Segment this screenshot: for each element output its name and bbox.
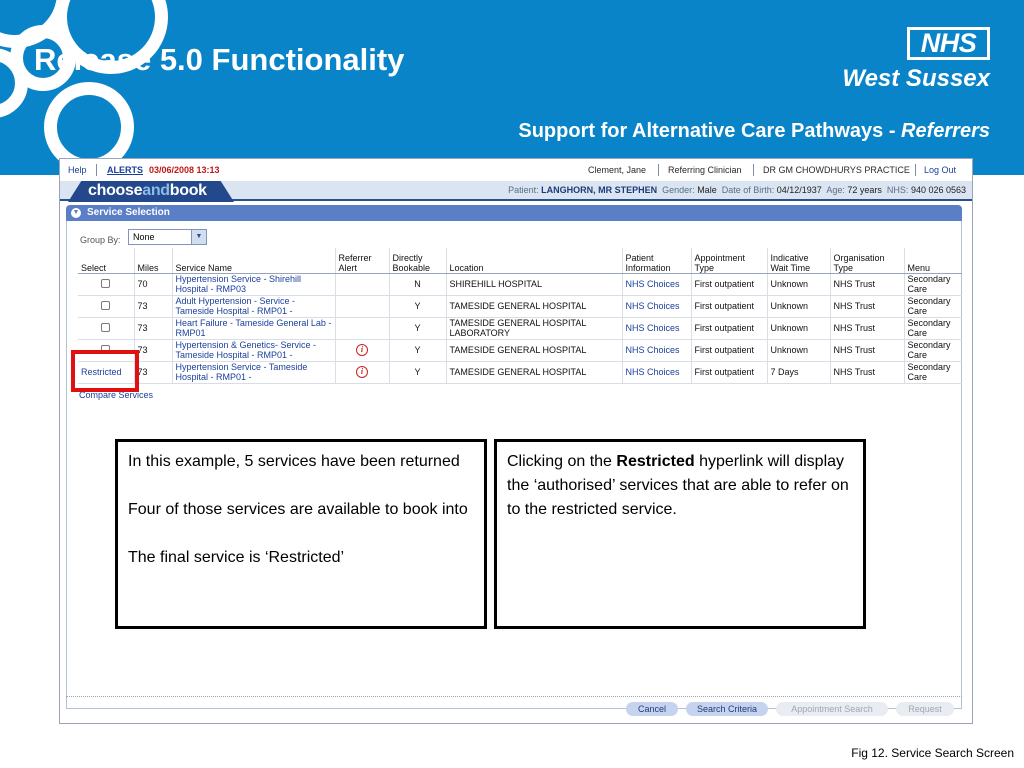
- group-by-value: None: [133, 232, 155, 242]
- patient-banner: [508, 185, 966, 195]
- col-header-directly-bookable: Directly Bookable: [389, 248, 446, 273]
- select-cell: [78, 317, 134, 339]
- restricted-link[interactable]: Restricted: [81, 367, 122, 377]
- directly-bookable-cell: Y: [389, 339, 446, 361]
- appointment-type-cell: First outpatient: [691, 273, 767, 295]
- menu-cell: Secondary Care: [904, 361, 962, 383]
- nhs-logo: NHS: [907, 27, 990, 60]
- menu-cell: Secondary Care: [904, 317, 962, 339]
- select-checkbox[interactable]: [101, 301, 110, 310]
- location-cell: TAMESIDE GENERAL HOSPITAL LABORATORY: [446, 317, 622, 339]
- organisation-type-cell: NHS Trust: [830, 361, 904, 383]
- logo-choose: choose: [88, 182, 143, 199]
- group-by-select[interactable]: [128, 229, 207, 245]
- slide-subtitle: [518, 120, 990, 143]
- col-header-appointment-type: Appointment Type: [691, 248, 767, 273]
- footer-divider: [66, 696, 962, 697]
- callout-right-after: hyperlink will display the ‘authorised’ services that are able to refer on to the restricted service.: [507, 453, 849, 518]
- wait-time-cell: 7 Days: [767, 361, 830, 383]
- table-row: [78, 317, 962, 339]
- patient-info-cell: [622, 361, 691, 383]
- appointment-type-cell: First outpatient: [691, 339, 767, 361]
- service-selection-header[interactable]: [66, 205, 962, 221]
- col-header-menu: Menu: [904, 248, 962, 273]
- practice-name: DR GM CHOWDHURYS PRACTICE: [763, 165, 910, 175]
- callout-left-para-3: The final service is ‘Restricted’: [128, 549, 345, 566]
- callout-left-para-1: In this example, 5 services have been returned: [128, 453, 460, 470]
- service-name-cell: [172, 295, 335, 317]
- patient-label: Patient:: [508, 185, 539, 195]
- referrer-alert-cell: [335, 273, 389, 295]
- divider: [915, 164, 916, 176]
- group-by-label: Group By:: [80, 235, 121, 245]
- patient-name: LANGHORN, MR STEPHEN: [541, 185, 658, 195]
- directly-bookable-cell: Y: [389, 361, 446, 383]
- directly-bookable-cell: Y: [389, 295, 446, 317]
- divider: [753, 164, 754, 176]
- patient-info-cell: [622, 273, 691, 295]
- user-role: Referring Clinician: [668, 165, 742, 175]
- user-name: Clement, Jane: [588, 165, 647, 175]
- figure-caption: Fig 12. Service Search Screen: [851, 746, 1014, 760]
- directly-bookable-cell: Y: [389, 317, 446, 339]
- dob-value: 04/12/1937: [776, 185, 822, 195]
- callout-right-bold: Restricted: [616, 453, 695, 470]
- col-header-location: Location: [446, 248, 622, 273]
- organisation-type-cell: NHS Trust: [830, 339, 904, 361]
- location-cell: TAMESIDE GENERAL HOSPITAL: [446, 295, 622, 317]
- logo-and: and: [142, 182, 170, 199]
- table-row: [78, 361, 962, 383]
- alerts-datetime: 03/06/2008 13:13: [149, 165, 220, 175]
- cancel-button[interactable]: Cancel: [626, 702, 678, 716]
- service-name-cell: [172, 361, 335, 383]
- callout-right-text: [507, 450, 853, 522]
- logout-link[interactable]: Log Out: [924, 165, 957, 175]
- location-cell: TAMESIDE GENERAL HOSPITAL: [446, 361, 622, 383]
- organisation-type-cell: NHS Trust: [830, 295, 904, 317]
- help-link[interactable]: Help: [68, 165, 87, 175]
- table-header-row: [78, 248, 962, 273]
- appointment-type-cell: First outpatient: [691, 317, 767, 339]
- appointment-type-cell: First outpatient: [691, 361, 767, 383]
- referrer-alert-cell: [335, 339, 389, 361]
- choose-and-book-logo: [88, 182, 207, 200]
- location-cell: TAMESIDE GENERAL HOSPITAL: [446, 339, 622, 361]
- col-header-select: Select: [78, 248, 134, 273]
- wait-time-cell: Unknown: [767, 273, 830, 295]
- appointment-type-cell: First outpatient: [691, 295, 767, 317]
- referrer-alert-cell: [335, 361, 389, 383]
- subtitle-emphasis: Referrers: [901, 120, 990, 142]
- age-label: Age:: [826, 185, 845, 195]
- divider: [96, 164, 97, 176]
- col-header-organisation-type: Organisation Type: [830, 248, 904, 273]
- col-header-patient-information: Patient Information: [622, 248, 691, 273]
- dob-label: Date of Birth:: [721, 185, 775, 195]
- info-icon[interactable]: i: [356, 344, 368, 356]
- select-cell: [78, 295, 134, 317]
- miles-cell: 73: [134, 361, 172, 383]
- wait-time-cell: Unknown: [767, 317, 830, 339]
- appointment-search-button[interactable]: Appointment Search: [776, 702, 888, 716]
- panel-title: Service Selection: [87, 207, 170, 218]
- menu-cell: Secondary Care: [904, 295, 962, 317]
- wait-time-cell: Unknown: [767, 295, 830, 317]
- callout-left: [115, 439, 487, 629]
- col-header-wait-time: Indicative Wait Time: [767, 248, 830, 273]
- nhs-number-value: 940 026 0563: [910, 185, 966, 195]
- nhs-number-label: NHS:: [886, 185, 909, 195]
- nhs-region-name: West Sussex: [842, 65, 990, 92]
- miles-cell: 73: [134, 339, 172, 361]
- patient-info-cell: [622, 295, 691, 317]
- gender-label: Gender:: [662, 185, 695, 195]
- nhs-choices-link[interactable]: NHS Choices: [625, 301, 680, 311]
- select-checkbox[interactable]: [101, 279, 110, 288]
- service-name-cell: [172, 339, 335, 361]
- miles-cell: 73: [134, 317, 172, 339]
- service-name-link[interactable]: Hypertension Service - Tameside Hospital - RMP01 -: [175, 362, 308, 382]
- organisation-type-cell: NHS Trust: [830, 273, 904, 295]
- directly-bookable-cell: N: [389, 273, 446, 295]
- menu-cell: Secondary Care: [904, 273, 962, 295]
- col-header-service-name: Service Name: [172, 248, 335, 273]
- info-icon[interactable]: i: [356, 366, 368, 378]
- referrer-alert-cell: [335, 317, 389, 339]
- table-row: [78, 295, 962, 317]
- menu-cell: Secondary Care: [904, 339, 962, 361]
- subtitle-prefix: Support for Alternative Care Pathways -: [518, 120, 902, 142]
- col-header-miles: Miles: [134, 248, 172, 273]
- divider: [658, 164, 659, 176]
- miles-cell: 70: [134, 273, 172, 295]
- request-button[interactable]: Request: [896, 702, 954, 716]
- nhs-choices-link[interactable]: NHS Choices: [625, 323, 680, 333]
- referrer-alert-cell: [335, 295, 389, 317]
- nhs-choices-link[interactable]: NHS Choices: [625, 345, 680, 355]
- location-cell: SHIREHILL HOSPITAL: [446, 273, 622, 295]
- slide-header-band: [0, 0, 1024, 175]
- callout-left-para-2: Four of those services are available to book into: [128, 501, 468, 518]
- service-name-cell: [172, 317, 335, 339]
- wait-time-cell: Unknown: [767, 339, 830, 361]
- service-name-link[interactable]: Adult Hypertension - Service - Tameside Hospital - RMP01 -: [175, 296, 296, 316]
- logo-book: book: [169, 182, 207, 199]
- age-value: 72 years: [847, 185, 882, 195]
- slide-title: Release 5.0 Functionality: [34, 42, 405, 77]
- service-name-link[interactable]: Hypertension & Genetics- Service - Tameside Hospital - RMP01 -: [175, 340, 317, 360]
- services-table: [78, 248, 962, 384]
- alerts-link[interactable]: ALERTS: [107, 165, 143, 175]
- search-criteria-button[interactable]: Search Criteria: [686, 702, 768, 716]
- service-name-cell: [172, 273, 335, 295]
- utility-bar: [60, 159, 972, 181]
- service-name-link[interactable]: Heart Failure - Tameside General Lab - RMP01: [175, 318, 332, 338]
- select-checkbox[interactable]: [101, 323, 110, 332]
- miles-cell: 73: [134, 295, 172, 317]
- table-row: [78, 339, 962, 361]
- patient-info-cell: [622, 317, 691, 339]
- table-row: [78, 273, 962, 295]
- restricted-highlight-box: [71, 350, 139, 392]
- patient-info-cell: [622, 339, 691, 361]
- nhs-choices-link[interactable]: NHS Choices: [625, 279, 680, 289]
- compare-services-link[interactable]: Compare Services: [79, 390, 154, 400]
- gender-value: Male: [697, 185, 717, 195]
- organisation-type-cell: NHS Trust: [830, 317, 904, 339]
- nhs-choices-link[interactable]: NHS Choices: [625, 367, 680, 377]
- chevron-down-icon[interactable]: ▼: [191, 230, 206, 244]
- callout-right: [494, 439, 866, 629]
- collapse-icon[interactable]: ▼: [72, 209, 80, 216]
- select-cell: [78, 273, 134, 295]
- callout-right-before: Clicking on the: [507, 453, 617, 470]
- col-header-referrer-alert: Referrer Alert: [335, 248, 389, 273]
- service-name-link[interactable]: Hypertension Service - Shirehill Hospital - RMP03: [175, 274, 302, 294]
